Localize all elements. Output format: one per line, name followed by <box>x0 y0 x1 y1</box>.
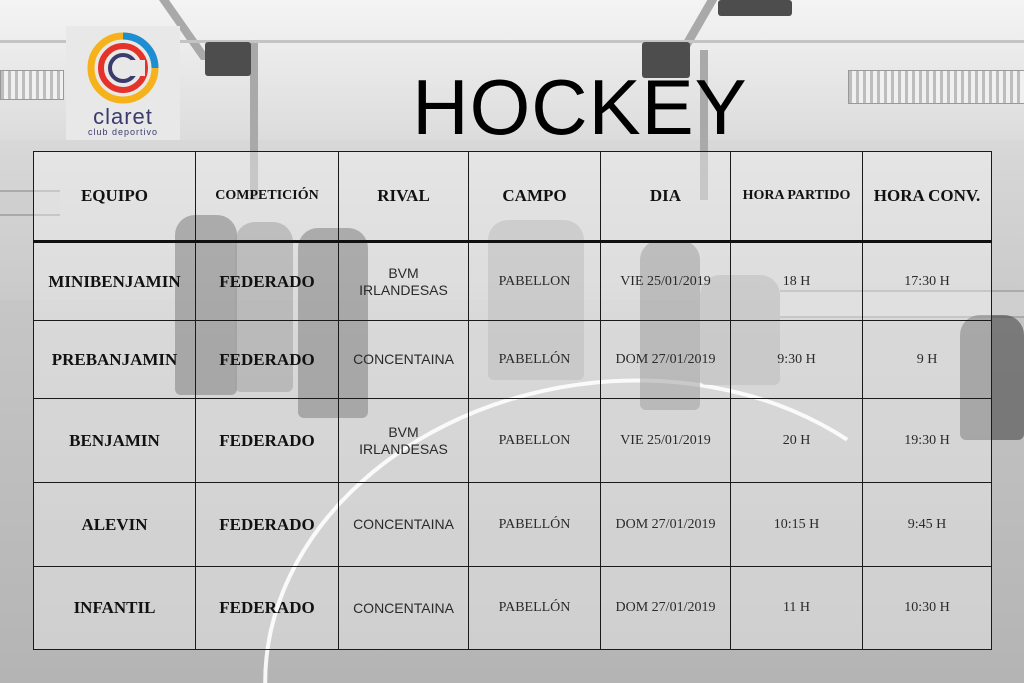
logo-subtitle: club deportivo <box>87 127 159 137</box>
table-row <box>34 567 992 650</box>
table-row <box>34 242 992 321</box>
header-campo: CAMPO <box>469 152 601 242</box>
cell-hora-partido: 9:30 H <box>731 321 863 399</box>
cell-equipo: PREBANJAMIN <box>34 321 196 399</box>
cell-competicion: FEDERADO <box>196 242 339 321</box>
rival-line: IRLANDESAS <box>359 440 448 457</box>
page-title: HOCKEY <box>412 63 748 151</box>
cell-equipo: ALEVIN <box>34 483 196 567</box>
rival-line: CONCENTAINA <box>353 351 454 367</box>
table-row <box>34 399 992 483</box>
cell-equipo: INFANTIL <box>34 567 196 650</box>
table-header-row <box>34 152 992 242</box>
schedule-table <box>33 151 992 650</box>
cell-hora-conv: 9:45 H <box>863 483 992 567</box>
cell-hora-partido: 20 H <box>731 399 863 483</box>
cell-campo: PABELLÓN <box>469 567 601 650</box>
cell-competicion: FEDERADO <box>196 321 339 399</box>
rival-line: CONCENTAINA <box>353 516 454 532</box>
cell-hora-partido: 18 H <box>731 242 863 321</box>
cell-competicion: FEDERADO <box>196 483 339 567</box>
cell-hora-conv: 9 H <box>863 321 992 399</box>
cell-rival <box>339 483 469 567</box>
cell-competicion: FEDERADO <box>196 567 339 650</box>
cell-dia: DOM 27/01/2019 <box>601 567 731 650</box>
cell-campo: PABELLÓN <box>469 321 601 399</box>
cell-hora-partido: 11 H <box>731 567 863 650</box>
cell-rival <box>339 399 469 483</box>
rival-line: IRLANDESAS <box>359 281 448 298</box>
cell-rival <box>339 242 469 321</box>
cell-campo: PABELLON <box>469 399 601 483</box>
cell-campo: PABELLÓN <box>469 483 601 567</box>
club-logo <box>66 26 180 140</box>
table-row <box>34 321 992 399</box>
claret-logo-icon <box>83 30 163 108</box>
cell-rival <box>339 321 469 399</box>
header-competicion: COMPETICIÓN <box>196 152 339 242</box>
header-rival: RIVAL <box>339 152 469 242</box>
cell-hora-partido: 10:15 H <box>731 483 863 567</box>
cell-dia: DOM 27/01/2019 <box>601 483 731 567</box>
cell-equipo: MINIBENJAMIN <box>34 242 196 321</box>
rival-line: BVM <box>388 264 419 281</box>
cell-hora-conv: 10:30 H <box>863 567 992 650</box>
cell-campo: PABELLON <box>469 242 601 321</box>
rival-line: CONCENTAINA <box>353 599 454 616</box>
header-dia: DIA <box>601 152 731 242</box>
rival-line: BVM <box>388 423 419 440</box>
table-row <box>34 483 992 567</box>
cell-rival <box>339 567 469 650</box>
cell-dia: DOM 27/01/2019 <box>601 321 731 399</box>
cell-hora-conv: 17:30 H <box>863 242 992 321</box>
header-equipo: EQUIPO <box>34 152 196 242</box>
cell-dia: VIE 25/01/2019 <box>601 399 731 483</box>
cell-hora-conv: 19:30 H <box>863 399 992 483</box>
cell-dia: VIE 25/01/2019 <box>601 242 731 321</box>
cell-equipo: BENJAMIN <box>34 399 196 483</box>
header-hora-conv: HORA CONV. <box>863 152 992 242</box>
cell-competicion: FEDERADO <box>196 399 339 483</box>
logo-name: claret <box>93 104 153 129</box>
header-hora-partido: HORA PARTIDO <box>731 152 863 242</box>
